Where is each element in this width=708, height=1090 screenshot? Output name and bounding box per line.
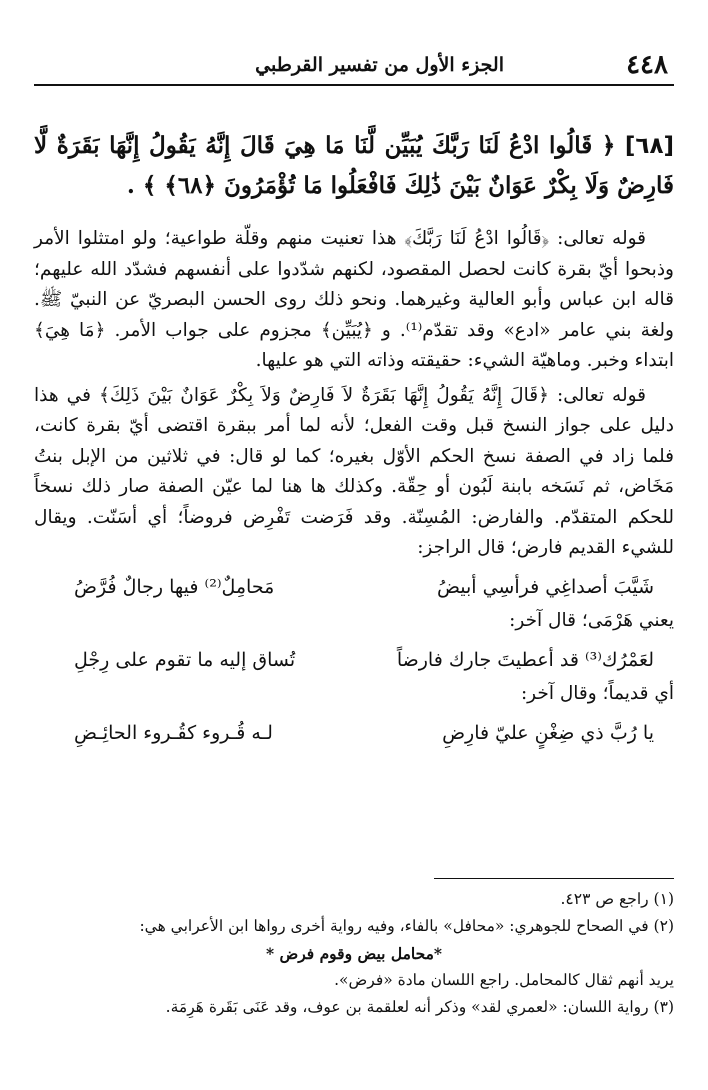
poem-3-first-hemistich: يا رُبَّ ذي ضِغْنٍ عليّ فارِضِ	[442, 721, 654, 744]
running-title: الجزء الأول من تفسير القرطبي	[255, 54, 504, 76]
page-header	[34, 48, 674, 86]
footnotes	[34, 886, 674, 1021]
footnote-1: (١) راجع ص ٤٢٣.	[560, 890, 674, 908]
footnote-2-note: يريد أنهم ثقال كالمحامل. راجع اللسان مادة «فرض».	[334, 971, 674, 989]
poem-3-second-hemistich: لـه قُـروء كقُـروء الحائِـضِ	[74, 721, 273, 744]
poem-verse-1	[34, 572, 674, 603]
footnote-2: (٢) في الصحاح للجوهري: «محافل» بالفاء، وفيه رواية أخرى رواها ابن الأعرابي هي:	[139, 917, 674, 935]
poem-verse-3	[34, 718, 674, 749]
footnote-2-quote: *محامل بيض وقوم فرض *	[265, 944, 443, 963]
line-after-poem-1: يعني هَرْمَى؛ قال آخر:	[509, 610, 674, 631]
quran-verse	[34, 126, 674, 206]
verse-number: [٦٨]	[624, 133, 674, 159]
poem-2-first-hemistich: لعَمْرُك⁽³⁾ قد أعطيتَ جارك فارضاً	[396, 648, 654, 671]
poem-1-first-hemistich: شَيَّبَ أصداغِي فرأسِي أبيضُ	[436, 575, 654, 598]
paragraph-1: قوله تعالى: ﴿قَالُوا ادْعُ لَنَا رَبَّكَ﴾ هذا تعنيت منهم وقلّة طواعية؛ ولو امتثلوا الأمر وذبحوا أيّ بقرة كانت لحصل المقصود، لكنهم شدّدوا على أنفسهم فشدّد الله عليهم؛ قاله ابن عباس وأبو العالية وغيرهما. ونحو ذلك روى الحسن البصريّ عن النبيّ ﷺ. ولغة بني عامر «ادع» وقد تقدّم⁽¹⁾. و ﴿يُبَيِّن﴾ مجزوم على جواب الأمر. ﴿مَا هِيَ﴾ ابتداء وخبر. وماهيّة الشيء: حقيقته وذاته التي هو عليها.	[34, 228, 674, 371]
page-number: ٤٤٨	[626, 50, 668, 80]
footnote-divider	[434, 878, 674, 879]
paragraph-2: قوله تعالى: ﴿قَالَ إِنَّهُ يَقُولُ إِنَّهَا بَقَرَةٌ لاَ فَارِضٌ وَلاَ بِكْرٌ عَوَانٌ بَيْنَ ذَلِكَ﴾ في هذا دليل على جواز النسخ قبل وقت الفعل؛ لأنه لما أمر ببقرة اقتضى أيّ بقرة كانت، فلما زاد في الصفة نسخ الحكم الأوّل بغيره؛ كما لو قال: في ثلاثين من الإبل بنتُ مَخَاض، ثم نَسَخه بابنة لَبُون أو حِقّة. وكذلك ها هنا لما عيّن الصفة صار ذلك نسخاً للحكم المتقدّم. والفارض: المُسِنّة. وقد فَرَضت تَفْرِض فروضاً؛ أي أسَنّت. ويقال للشيء القديم فارض؛ قال الراجز:	[34, 384, 674, 558]
footnote-3: (٣) رواية اللسان: «لعمري لقد» وذكر أنه لعلقمة بن عوف، وقد عَنَى بَقَرة هَرِمَة.	[165, 998, 674, 1016]
commentary-body	[34, 224, 674, 752]
line-after-poem-2: أي قديماً؛ وقال آخر:	[520, 683, 674, 704]
poem-verse-2	[34, 645, 674, 676]
verse-text: ﴿ قَالُوا ادْعُ لَنَا رَبَّكَ يُبَيِّن لَّنَا مَا هِيَ قَالَ إِنَّهُ يَقُولُ إِنَّهَا بَقَرَةٌ لَّا فَارِضٌ وَلَا بِكْرٌ عَوَانٌ بَيْنَ ذَٰلِكَ فَافْعَلُوا مَا تُؤْمَرُونَ ﴿٦٨﴾ ﴾ .	[34, 132, 674, 199]
poem-2-second-hemistich: تُساق إليه ما تقوم على رِجْلِ	[74, 648, 296, 671]
poem-1-second-hemistich: مَحامِلٌ⁽²⁾ فيها رجالٌ فُرَّضُ	[74, 575, 275, 598]
